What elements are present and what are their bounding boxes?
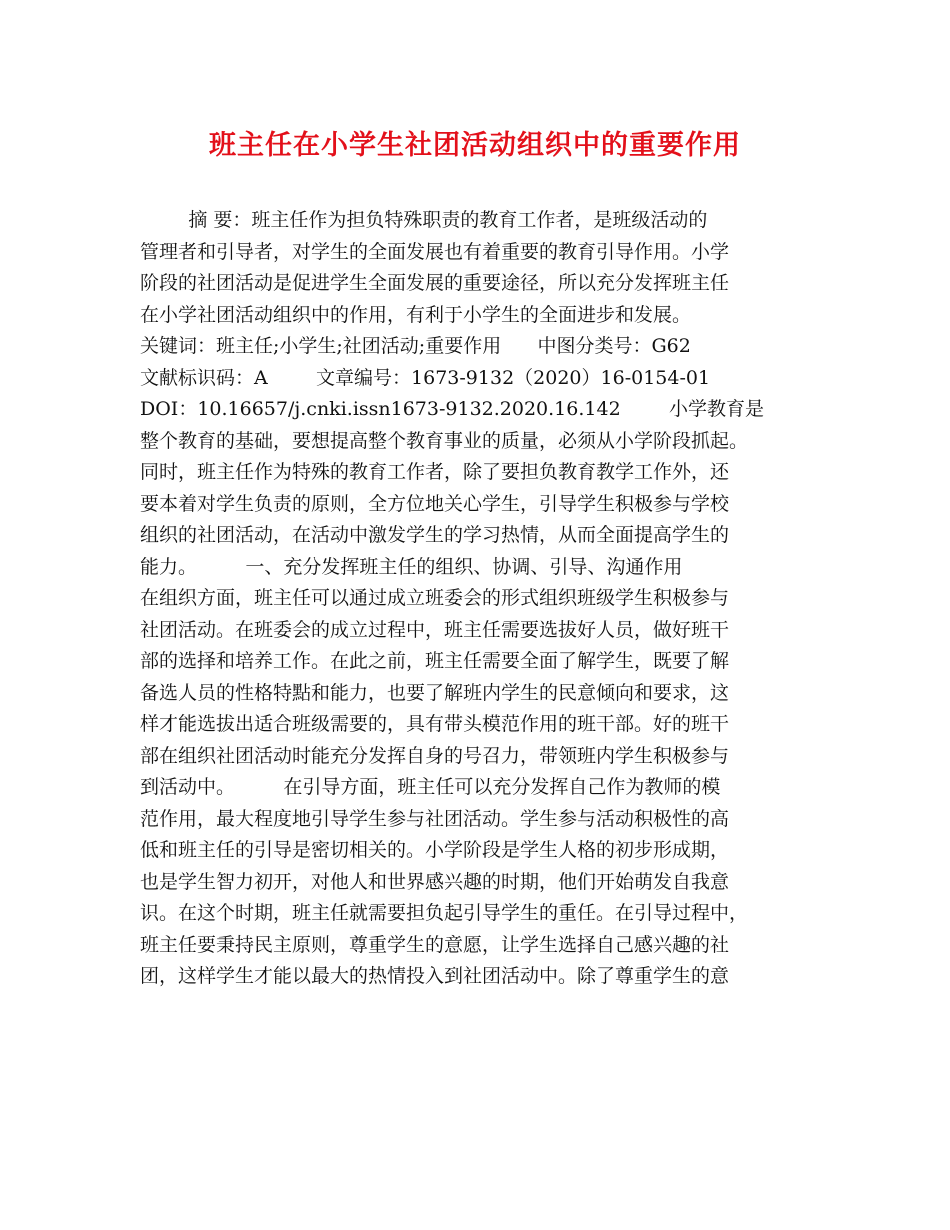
text-line: 关键词：班主任;小学生;社团活动;重要作用 中图分类号：G62 xyxy=(140,335,691,357)
text-line: 在小学社团活动组织中的作用，有利于小学生的全面进步和发展。 xyxy=(140,303,692,326)
text-line: 样才能选拔出适合班级需要的，具有带头模范作用的班干部。好的班干 xyxy=(140,713,730,735)
text-line: 备选人员的性格特點和能力，也要了解班内学生的民意倾向和要求，这 xyxy=(140,681,730,704)
text-line: 摘 要：班主任作为担负特殊职责的教育工作者，是班级活动的 xyxy=(140,209,708,231)
text-line: 范作用，最大程度地引导学生参与社团活动。学生参与活动积极性的高 xyxy=(140,807,730,830)
text-line: 在组织方面，班主任可以通过成立班委会的形式组织班级学生积极参与 xyxy=(140,587,730,609)
text-line: 管理者和引导者，对学生的全面发展也有着重要的教育引导作用。小学 xyxy=(140,240,730,263)
text-line: 低和班主任的引导是密切相关的。小学阶段是学生人格的初步形成期， xyxy=(140,839,730,861)
text-line: 识。在这个时期，班主任就需要担负起引导学生的重任。在引导过程中， xyxy=(140,902,749,924)
text-line: 文献标识码：A 文章编号：1673-9132（2020）16-0154-01 xyxy=(140,366,711,389)
text-line: DOI：10.16657/j.cnki.issn1673-9132.2020.16.142 小学教育是 xyxy=(140,398,764,420)
document-title: 班主任在小学生社团活动组织中的重要作用 xyxy=(209,130,741,161)
text-line: 也是学生智力初开，对他人和世界感兴趣的时期，他们开始萌发自我意 xyxy=(140,870,730,893)
text-line: 能力。 一、充分发挥班主任的组织、协调、引导、沟通作用 xyxy=(140,555,683,578)
text-line: 班主任要秉持民主原则，尊重学生的意愿，让学生选择自己感兴趣的社 xyxy=(140,933,730,956)
text-line: 部在组织社团活动时能充分发挥自身的号召力，带领班内学生积极参与 xyxy=(140,744,730,767)
text-line: 同时，班主任作为特殊的教育工作者，除了要担负教育教学工作外，还 xyxy=(140,461,730,483)
text-line: 整个教育的基础，要想提高整个教育事业的质量，必须从小学阶段抓起。 xyxy=(140,429,749,452)
document-body xyxy=(140,205,820,993)
text-line: 阶段的社团活动是促进学生全面发展的重要途径，所以充分发挥班主任 xyxy=(140,272,730,294)
text-line: 社团活动。在班委会的成立过程中，班主任需要选拔好人员，做好班干 xyxy=(140,618,730,641)
text-line: 团，这样学生才能以最大的热情投入到社团活动中。除了尊重学生的意 xyxy=(140,965,730,987)
text-line: 要本着对学生负责的原则，全方位地关心学生，引导学生积极参与学校 xyxy=(140,492,730,515)
text-line: 组织的社团活动，在活动中激发学生的学习热情，从而全面提高学生的 xyxy=(140,524,730,546)
text-line: 部的选择和培养工作。在此之前，班主任需要全面了解学生，既要了解 xyxy=(140,650,730,672)
text-line: 到活动中。 在引导方面，班主任可以充分发挥自己作为教师的模 xyxy=(140,776,721,798)
